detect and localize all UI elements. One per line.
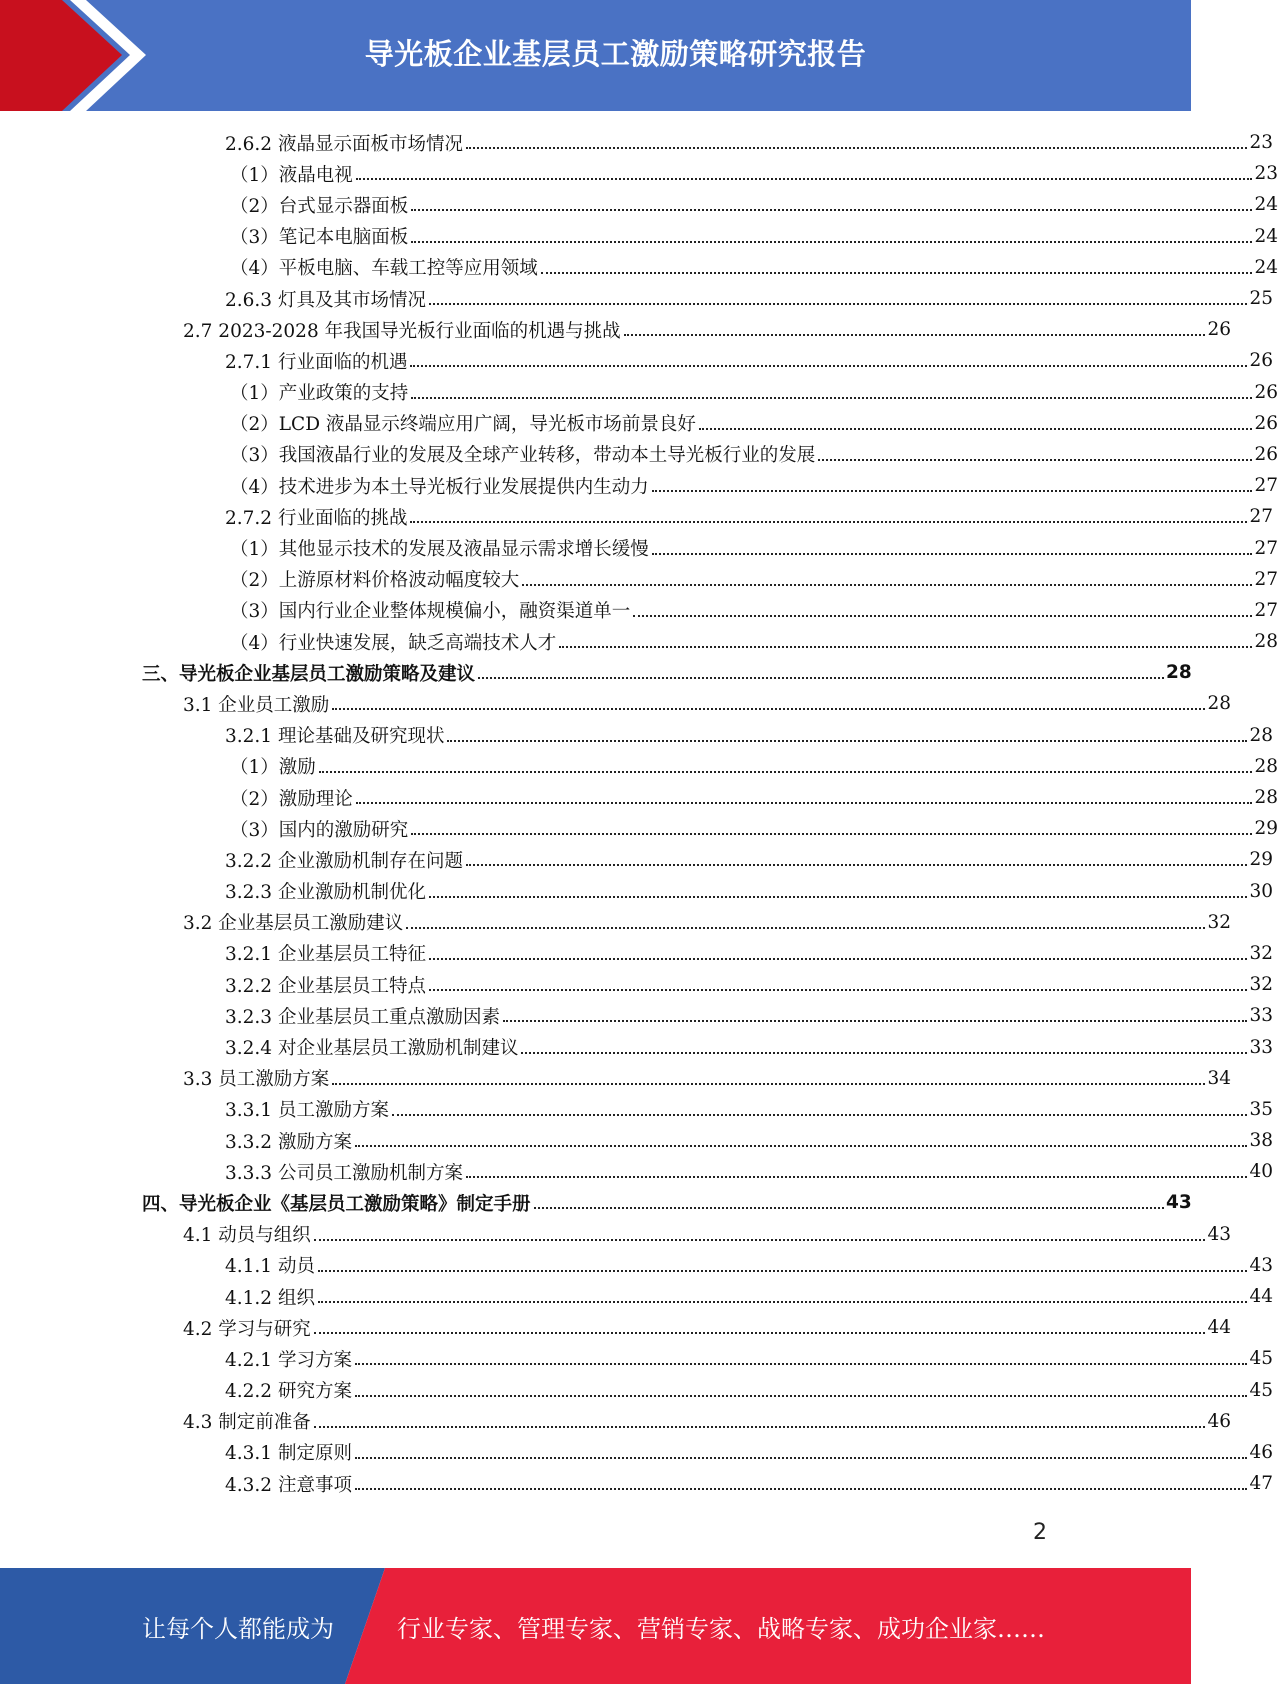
toc-dot-leader: [356, 801, 1252, 804]
toc-entry[interactable]: [0, 1125, 1273, 1156]
toc-entry-page: 32: [1249, 942, 1273, 964]
toc-entry-page: 28: [1254, 755, 1278, 777]
toc-entry-title: 四、导光板企业《基层员工激励策略》制定手册: [142, 1190, 534, 1216]
toc-dot-leader: [534, 1206, 1164, 1209]
toc-entry-page: 26: [1249, 350, 1273, 372]
toc-entry[interactable]: [0, 1063, 1231, 1094]
report-header: [0, 0, 1191, 111]
toc-entry[interactable]: [0, 1250, 1273, 1281]
toc-entry-title: （4）行业快速发展，缺乏高端技术人才: [230, 629, 559, 655]
toc-entry-page: 26: [1207, 319, 1231, 341]
toc-entry[interactable]: [0, 720, 1273, 751]
toc-entry-title: 3.3.2 激励方案: [225, 1128, 355, 1154]
toc-entry-title: 3.2 企业基层员工激励建议: [183, 909, 406, 935]
toc-entry-title: （1）产业政策的支持: [230, 379, 411, 405]
toc-entry-page: 24: [1254, 194, 1278, 216]
toc-entry[interactable]: [0, 221, 1278, 252]
toc-entry-page: 33: [1249, 1005, 1273, 1027]
toc-dot-leader: [429, 957, 1247, 960]
toc-entry-title: 4.2.2 研究方案: [225, 1377, 355, 1403]
toc-entry-page: 23: [1254, 163, 1278, 185]
toc-entry-title: 4.3.1 制定原则: [225, 1439, 355, 1465]
toc-entry[interactable]: [0, 1000, 1273, 1031]
toc-entry-title: （4）技术进步为本土导光板行业发展提供内生动力: [230, 473, 652, 499]
toc-dot-leader: [411, 832, 1252, 835]
toc-entry-title: （3）国内的激励研究: [230, 816, 411, 842]
toc-dot-leader: [652, 489, 1252, 492]
toc-entry[interactable]: [0, 938, 1273, 969]
toc-entry-title: （2）台式显示器面板: [230, 192, 411, 218]
toc-entry-page: 28: [1254, 631, 1278, 653]
toc-entry-title: 3.2.4 对企业基层员工激励机制建议: [225, 1034, 521, 1060]
toc-entry-page: 27: [1254, 537, 1278, 559]
toc-entry[interactable]: [0, 564, 1278, 595]
toc-dot-leader: [355, 1394, 1247, 1397]
toc-entry-title: 2.6.2 液晶显示面板市场情况: [225, 130, 466, 156]
toc-entry[interactable]: [0, 1281, 1273, 1312]
toc-entry[interactable]: [0, 907, 1231, 938]
toc-entry-title: 2.6.3 灯具及其市场情况: [225, 286, 429, 312]
toc-entry-page: 24: [1254, 225, 1278, 247]
toc-entry-title: 4.3.2 注意事项: [225, 1471, 355, 1497]
toc-entry[interactable]: [0, 1094, 1273, 1125]
toc-entry-page: 29: [1254, 818, 1278, 840]
toc-entry-title: 2.7.1 行业面临的机遇: [225, 348, 410, 374]
report-title: 导光板企业基层员工激励策略研究报告: [364, 36, 867, 71]
toc-entry[interactable]: [0, 657, 1190, 688]
toc-entry-page: 38: [1249, 1130, 1273, 1152]
toc-entry[interactable]: [0, 1343, 1273, 1374]
toc-entry-page: 44: [1249, 1286, 1273, 1308]
toc-dot-leader: [466, 863, 1247, 866]
toc-entry-title: 4.2 学习与研究: [183, 1315, 314, 1341]
toc-entry-title: 3.2.2 企业基层员工特点: [225, 972, 429, 998]
toc-entry-page: 26: [1254, 412, 1278, 434]
toc-entry-page: 46: [1249, 1441, 1273, 1463]
toc-entry[interactable]: [0, 595, 1278, 626]
toc-dot-leader: [466, 146, 1247, 149]
toc-entry-page: 34: [1207, 1067, 1231, 1089]
toc-dot-leader: [478, 676, 1164, 679]
toc-entry-page: 26: [1254, 381, 1278, 403]
toc-dot-leader: [818, 458, 1252, 461]
toc-dot-leader: [429, 895, 1247, 898]
toc-entry[interactable]: [0, 470, 1278, 501]
toc-entry-title: 3.2.3 企业基层员工重点激励因素: [225, 1003, 503, 1029]
toc-entry-title: （3）我国液晶行业的发展及全球产业转移，带动本土导光板行业的发展: [230, 441, 818, 467]
toc-entry[interactable]: [0, 688, 1231, 719]
toc-entry[interactable]: [0, 501, 1273, 532]
toc-dot-leader: [355, 1362, 1247, 1365]
toc-entry[interactable]: [0, 408, 1278, 439]
table-of-contents: [0, 127, 1278, 1499]
toc-entry[interactable]: [0, 439, 1278, 470]
toc-entry-title: 4.3 制定前准备: [183, 1408, 314, 1434]
toc-entry-page: 40: [1249, 1161, 1273, 1183]
toc-entry-title: （1）其他显示技术的发展及液晶显示需求增长缓慢: [230, 535, 652, 561]
toc-dot-leader: [411, 396, 1252, 399]
toc-entry[interactable]: [0, 813, 1278, 844]
toc-entry-page: 28: [1207, 693, 1231, 715]
toc-entry-page: 35: [1249, 1098, 1273, 1120]
toc-entry-title: 3.2.1 理论基础及研究现状: [225, 722, 447, 748]
toc-entry-page: 43: [1166, 1192, 1192, 1214]
toc-entry[interactable]: [0, 532, 1278, 563]
toc-entry-page: 23: [1249, 132, 1273, 154]
toc-entry[interactable]: [0, 751, 1278, 782]
toc-entry-page: 27: [1249, 506, 1273, 528]
toc-entry-title: 3.1 企业员工激励: [183, 691, 332, 717]
toc-dot-leader: [332, 707, 1205, 710]
toc-entry-page: 27: [1254, 568, 1278, 590]
toc-entry-title: 3.2.1 企业基层员工特征: [225, 940, 429, 966]
toc-dot-leader: [318, 1300, 1247, 1303]
toc-entry-title: 2.7 2023-2028 年我国导光板行业面临的机遇与挑战: [183, 317, 624, 343]
toc-entry-title: （2）上游原材料价格波动幅度较大: [230, 566, 522, 592]
toc-entry[interactable]: [0, 377, 1278, 408]
toc-entry-title: 4.1.2 组织: [225, 1284, 318, 1310]
toc-entry[interactable]: [0, 1437, 1273, 1468]
toc-entry-page: 46: [1207, 1410, 1231, 1432]
toc-dot-leader: [314, 1425, 1205, 1428]
toc-dot-leader: [355, 1144, 1247, 1147]
toc-entry-title: 3.3.1 员工激励方案: [225, 1096, 392, 1122]
toc-entry[interactable]: [0, 1187, 1190, 1218]
footer-banner: [0, 1568, 1191, 1684]
toc-entry[interactable]: [0, 1312, 1231, 1343]
page-number: 2: [1033, 1520, 1047, 1545]
toc-entry[interactable]: [0, 876, 1273, 907]
toc-dot-leader: [521, 1051, 1247, 1054]
toc-entry-page: 28: [1249, 724, 1273, 746]
toc-entry-page: 29: [1249, 849, 1273, 871]
toc-dot-leader: [355, 1456, 1247, 1459]
toc-entry-title: 3.3 员工激励方案: [183, 1065, 332, 1091]
toc-entry[interactable]: [0, 782, 1278, 813]
toc-entry[interactable]: [0, 1031, 1273, 1062]
toc-entry-title: （4）平板电脑、车载工控等应用领域: [230, 254, 541, 280]
toc-entry-page: 45: [1249, 1348, 1273, 1370]
toc-dot-leader: [392, 1113, 1247, 1116]
toc-dot-leader: [410, 364, 1247, 367]
toc-dot-leader: [314, 1331, 1205, 1334]
toc-dot-leader: [624, 333, 1205, 336]
toc-entry-title: 4.2.1 学习方案: [225, 1346, 355, 1372]
toc-dot-leader: [406, 926, 1205, 929]
toc-dot-leader: [319, 770, 1252, 773]
toc-entry-page: 28: [1166, 662, 1192, 684]
footer-slogan-right: 行业专家、管理专家、营销专家、战略专家、成功企业家……: [397, 1614, 1045, 1643]
toc-entry[interactable]: [0, 1375, 1273, 1406]
toc-entry-title: （3）笔记本电脑面板: [230, 223, 411, 249]
toc-entry[interactable]: [0, 1156, 1273, 1187]
toc-entry-page: 28: [1254, 787, 1278, 809]
toc-dot-leader: [411, 208, 1252, 211]
toc-entry-page: 32: [1207, 911, 1231, 933]
footer-slogan-left: 让每个人都能成为: [142, 1614, 334, 1643]
toc-entry-page: 32: [1249, 974, 1273, 996]
toc-dot-leader: [522, 583, 1252, 586]
toc-entry[interactable]: [0, 283, 1273, 314]
toc-entry[interactable]: [0, 345, 1273, 376]
toc-entry[interactable]: [0, 1219, 1231, 1250]
toc-dot-leader: [466, 1175, 1247, 1178]
toc-dot-leader: [429, 988, 1247, 991]
toc-entry-page: 25: [1249, 288, 1273, 310]
toc-dot-leader: [355, 1487, 1247, 1490]
toc-dot-leader: [559, 645, 1252, 648]
toc-dot-leader: [503, 1019, 1247, 1022]
toc-entry-title: （1）液晶电视: [230, 161, 356, 187]
toc-entry-title: 2.7.2 行业面临的挑战: [225, 504, 410, 530]
toc-dot-leader: [447, 739, 1247, 742]
toc-dot-leader: [356, 177, 1252, 180]
toc-entry-page: 30: [1249, 880, 1273, 902]
toc-dot-leader: [411, 240, 1252, 243]
toc-dot-leader: [541, 271, 1252, 274]
toc-entry-title: （2）激励理论: [230, 785, 356, 811]
toc-entry[interactable]: [0, 1468, 1273, 1499]
toc-entry-title: 4.1 动员与组织: [183, 1221, 314, 1247]
toc-dot-leader: [633, 614, 1252, 617]
toc-entry[interactable]: [0, 189, 1278, 220]
toc-dot-leader: [429, 302, 1247, 305]
toc-entry[interactable]: [0, 314, 1231, 345]
toc-entry-page: 24: [1254, 256, 1278, 278]
toc-entry-page: 43: [1207, 1223, 1231, 1245]
toc-entry-title: （1）激励: [230, 753, 319, 779]
toc-entry[interactable]: [0, 127, 1273, 158]
toc-dot-leader: [652, 552, 1252, 555]
toc-entry-page: 44: [1207, 1317, 1231, 1339]
toc-dot-leader: [410, 520, 1247, 523]
toc-entry-page: 47: [1249, 1473, 1273, 1495]
toc-entry-title: 3.2.3 企业激励机制优化: [225, 878, 429, 904]
toc-entry[interactable]: [0, 252, 1278, 283]
toc-entry-title: 4.1.1 动员: [225, 1252, 318, 1278]
toc-entry[interactable]: [0, 626, 1278, 657]
toc-entry[interactable]: [0, 844, 1273, 875]
toc-entry-title: 3.3.3 公司员工激励机制方案: [225, 1159, 466, 1185]
toc-entry[interactable]: [0, 1406, 1231, 1437]
toc-entry-title: （2）LCD 液晶显示终端应用广阔，导光板市场前景良好: [230, 410, 699, 436]
toc-entry-page: 27: [1254, 599, 1278, 621]
toc-dot-leader: [314, 1238, 1205, 1241]
toc-dot-leader: [699, 427, 1252, 430]
toc-entry-page: 33: [1249, 1036, 1273, 1058]
toc-entry-page: 27: [1254, 475, 1278, 497]
toc-entry-page: 26: [1254, 443, 1278, 465]
toc-entry-page: 43: [1249, 1254, 1273, 1276]
toc-dot-leader: [318, 1269, 1247, 1272]
toc-entry-page: 45: [1249, 1379, 1273, 1401]
toc-entry[interactable]: [0, 969, 1273, 1000]
toc-entry[interactable]: [0, 158, 1278, 189]
toc-entry-title: 3.2.2 企业激励机制存在问题: [225, 847, 466, 873]
toc-entry-title: 三、导光板企业基层员工激励策略及建议: [142, 660, 478, 686]
toc-dot-leader: [332, 1082, 1205, 1085]
toc-entry-title: （3）国内行业企业整体规模偏小，融资渠道单一: [230, 597, 633, 623]
